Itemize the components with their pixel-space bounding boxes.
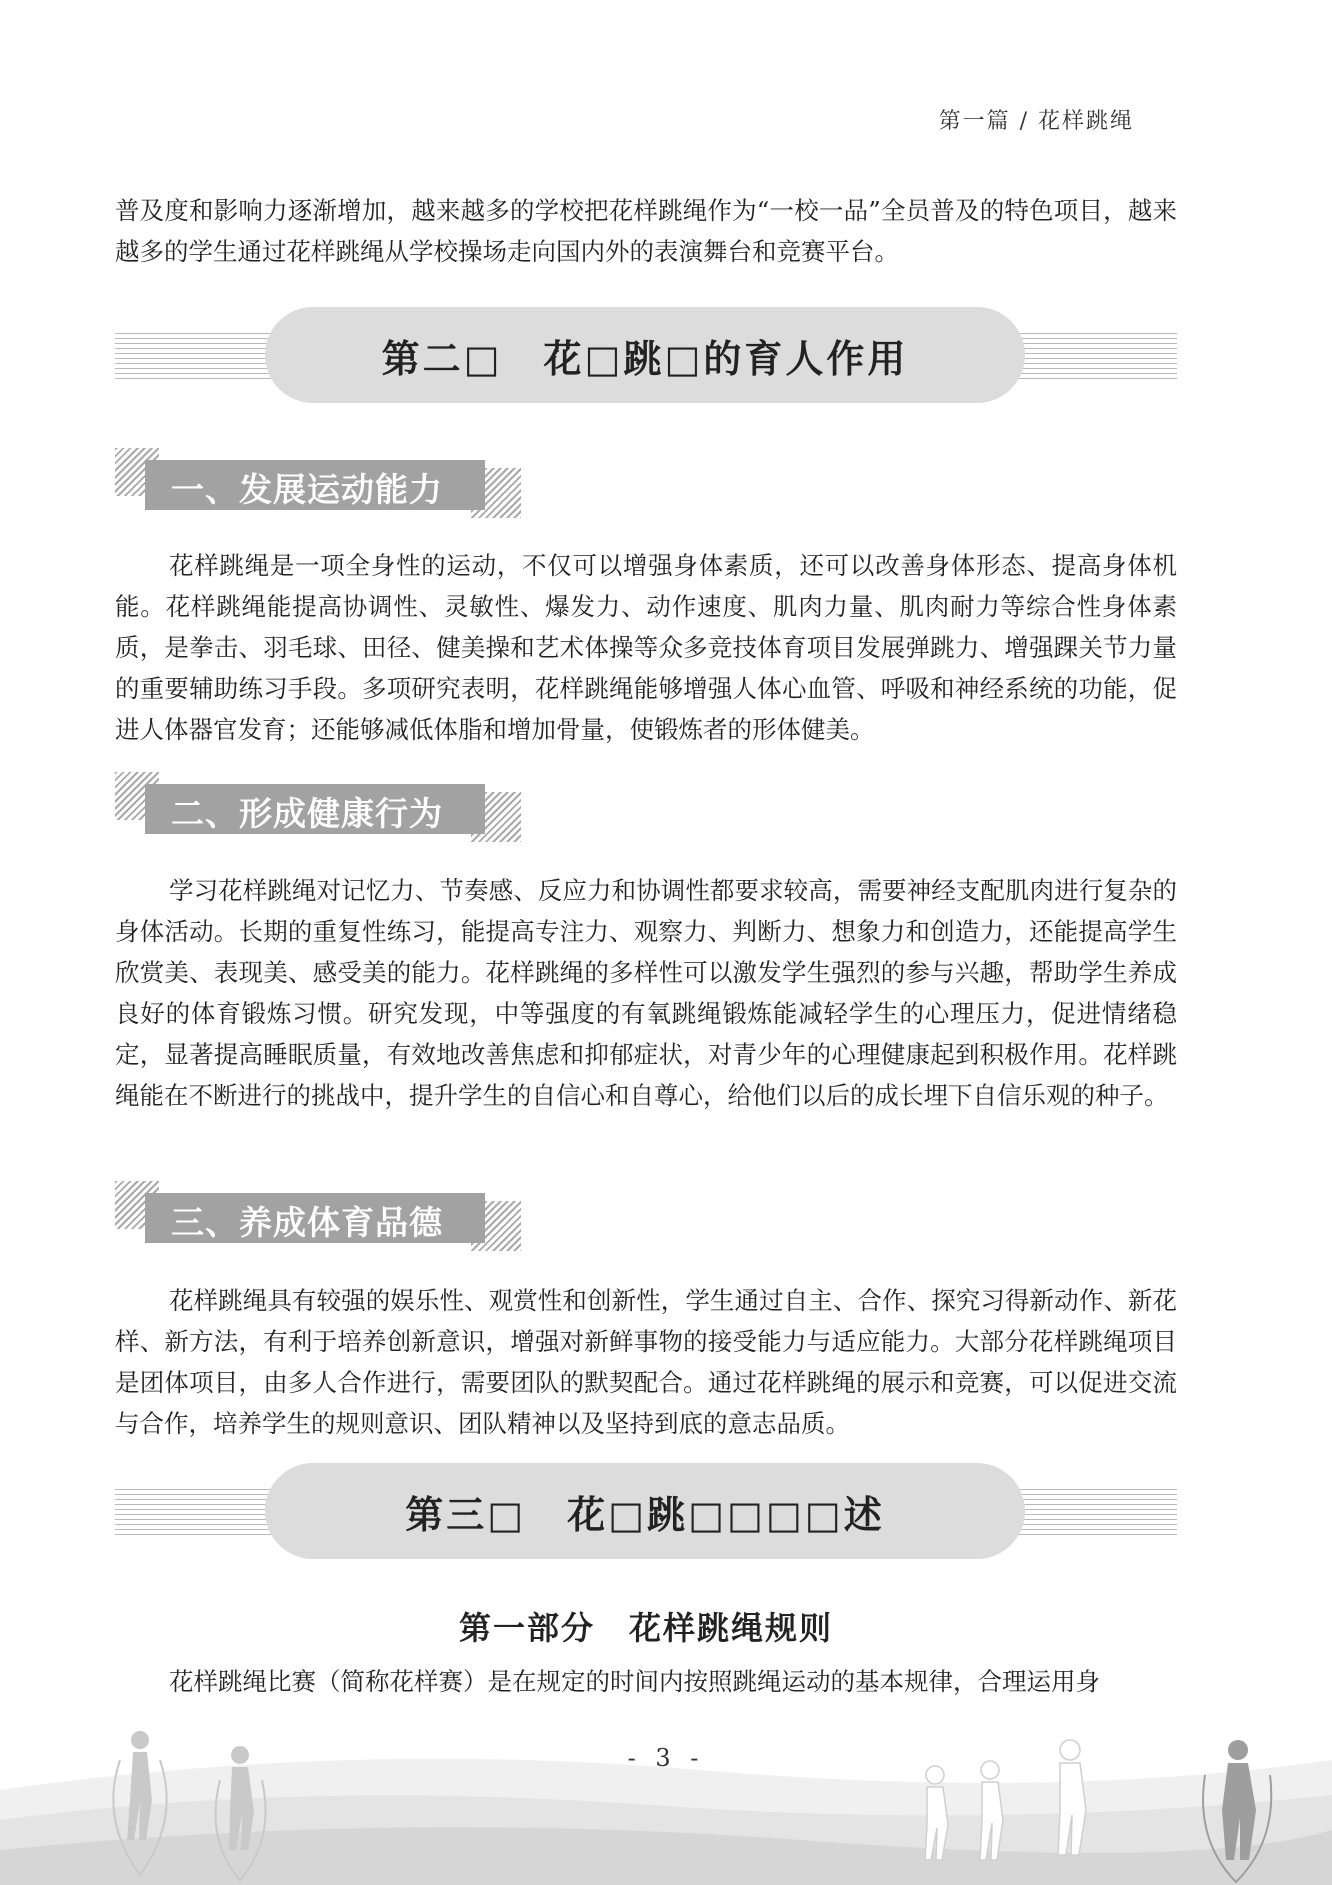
section-title: 一、发展运动能力 (171, 470, 443, 509)
footer-illustration (0, 1700, 1332, 1885)
part-title: 第一部分 花样跳绳规则 (458, 1609, 833, 1647)
section-bar (145, 784, 485, 834)
banner-pill (265, 1463, 1025, 1559)
section-title: 二、形成健康行为 (171, 794, 443, 833)
part-1-paragraph: 花样跳绳比赛（简称花样赛）是在规定的时间内按照跳绳运动的基本规律，合理运用身 (169, 1667, 1100, 1696)
section-heading-1 (115, 448, 535, 514)
chapter-title: 第三□ 花□跳□□□□述 (405, 1492, 885, 1537)
banner-pill (265, 307, 1025, 403)
section-bar (145, 1193, 485, 1243)
section-2-paragraph: 学习花样跳绳对记忆力、节奏感、反应力和协调性都要求较高，需要神经支配肌肉进行复杂的身体活动。长期的重复性练习，能提高专注力、观察力、判断力、想象力和创造力，还能提高学生欣赏美、表现美、感受美的能力。花样跳绳的多样性可以激发学生强烈的参与兴趣，帮助学生养成良好的体育锻炼习惯。研究发现，中等强度的有氧跳绳锻炼能减轻学生的心理压力，促进情绪稳定，显著提高睡眠质量，有效地改善焦虑和抑郁症状，对青少年的心理健康起到积极作用。花样跳绳能在不断进行的挑战中，提升学生的自信心和自尊心，给他们以后的成长埋下自信乐观的种子。 (115, 876, 1177, 1110)
page-number: - 3 - (627, 1744, 705, 1772)
section-1-paragraph: 花样跳绳是一项全身性的运动，不仅可以增强身体素质，还可以改善身体形态、提高身体机能。花样跳绳能提高协调性、灵敏性、爆发力、动作速度、肌肉力量、肌肉耐力等综合性身体素质，是拳击、羽毛球、田径、健美操和艺术体操等众多竞技体育项目发展弹跳力、增强踝关节力量的重要辅助练习手段。多项研究表明，花样跳绳能够增强人体心血管、呼吸和神经系统的功能，促进人体器官发育；还能够减低体脂和增加骨量，使锻炼者的形体健美。 (115, 551, 1177, 744)
chapter-banner-2 (115, 307, 1177, 403)
chapter-banner-3 (115, 1463, 1177, 1559)
section-3-paragraph: 花样跳绳具有较强的娱乐性、观赏性和创新性，学生通过自主、合作、探究习得新动作、新花样、新方法，有利于培养创新意识，增强对新鲜事物的接受能力与适应能力。大部分花样跳绳项目是团体项目，由多人合作进行，需要团队的默契配合。通过花样跳绳的展示和竞赛，可以促进交流与合作，培养学生的规则意识、团队精神以及坚持到底的意志品质。 (115, 1286, 1177, 1438)
intro-paragraph: 普及度和影响力逐渐增加，越来越多的学校把花样跳绳作为“一校一品”全员普及的特色项目，越来越多的学生通过花样跳绳从学校操场走向国内外的表演舞台和竞赛平台。 (115, 196, 1177, 266)
section-title: 三、养成体育品德 (171, 1203, 443, 1242)
section-bar (145, 460, 485, 510)
running-head: 第一篇 / 花样跳绳 (938, 109, 1134, 134)
section-heading-3 (115, 1181, 535, 1247)
chapter-title: 第二□ 花□跳□的育人作用 (381, 336, 909, 381)
section-heading-2 (115, 772, 535, 838)
